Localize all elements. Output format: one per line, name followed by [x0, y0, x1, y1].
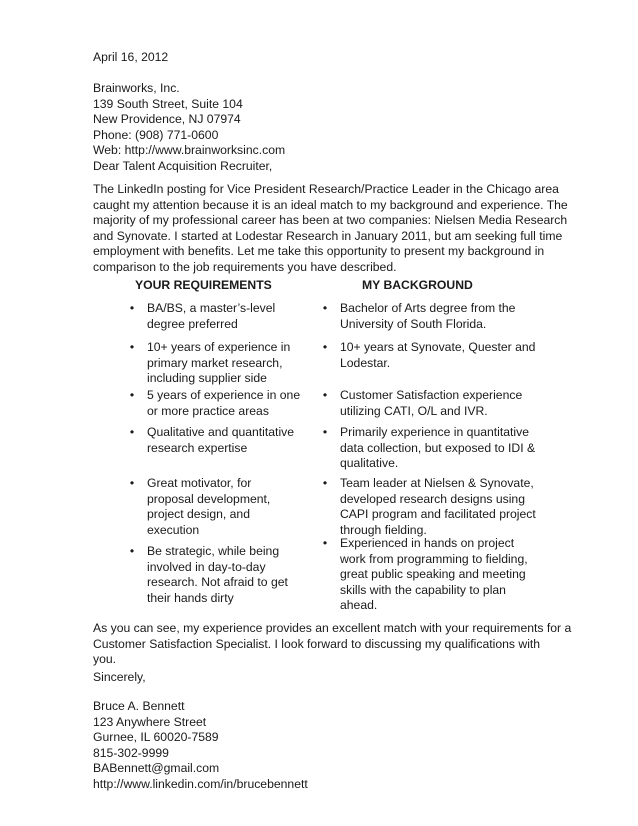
intro-line: employment with benefits. Let me take this opportunity to present my background in	[93, 244, 545, 258]
salutation: Dear Talent Acquisition Recruiter,	[93, 159, 273, 173]
background-line: University of South Florida.	[340, 316, 487, 331]
requirement-line: research expertise	[147, 440, 248, 455]
background-line: Customer Satisfaction experience	[340, 388, 523, 402]
bullet-icon: •	[129, 388, 135, 402]
background-line: 10+ years at Synovate, Quester and	[340, 340, 536, 354]
requirement-line: their hands dirty	[147, 590, 234, 605]
bullet-icon: •	[129, 544, 135, 558]
background-text	[340, 388, 522, 419]
requirement-line: involved in day-to-day	[147, 559, 266, 574]
requirement-line: research. Not afraid to get	[147, 575, 288, 589]
sender-street: 123 Anywhere Street	[93, 714, 207, 729]
background-text	[340, 476, 536, 538]
background-line: data collection, but exposed to IDI &	[340, 440, 536, 455]
background-line: developed research designs using	[340, 491, 525, 506]
requirement-line: project design, and	[147, 507, 250, 521]
background-text	[340, 301, 515, 332]
recipient-street: 139 South Street, Suite 104	[93, 96, 243, 111]
recipient-company: Brainworks, Inc.	[93, 81, 180, 95]
closing-line: you.	[93, 652, 117, 666]
background-line: Team leader at Nielsen & Synovate,	[340, 476, 534, 490]
closing-paragraph	[93, 621, 572, 668]
signoff: Sincerely,	[93, 670, 146, 684]
background-line: work from programming to fielding,	[340, 551, 528, 566]
bullet-icon: •	[322, 536, 328, 550]
recipient-phone: Phone: (908) 771-0600	[93, 127, 219, 142]
requirement-line: execution	[147, 522, 200, 537]
recipient-web: Web: http://www.brainworksinc.com	[93, 143, 286, 157]
salutation-block	[93, 159, 563, 175]
requirement-line: degree preferred	[147, 316, 238, 331]
bullet-icon: •	[129, 301, 135, 315]
requirement-text	[147, 340, 290, 387]
background-column-header: MY BACKGROUND	[362, 278, 473, 292]
intro-line: and Synovate. I started at Lodestar Research in January 2011, but am seeking full time	[93, 228, 563, 243]
sender-linkedin: http://www.linkedin.com/in/brucebennett	[93, 776, 308, 791]
closing-line: As you can see, my experience provides an excellent match with your requirements for a	[93, 621, 572, 635]
intro-line: caught my attention because it is an ideal match to my background and experience. The	[93, 197, 568, 212]
bullet-icon: •	[129, 340, 135, 354]
bullet-icon: •	[322, 476, 328, 490]
background-text	[340, 340, 535, 371]
requirement-text	[147, 476, 270, 538]
background-line: ahead.	[340, 598, 378, 612]
background-line: skills with the capability to plan	[340, 582, 506, 597]
requirement-line: Qualitative and quantitative	[147, 425, 295, 439]
requirement-text	[147, 301, 275, 332]
requirement-text	[147, 388, 300, 419]
bullet-icon: •	[129, 425, 135, 439]
bullet-icon: •	[322, 340, 328, 354]
background-line: Experienced in hands on project	[340, 536, 515, 550]
letter-date: April 16, 2012	[93, 50, 169, 64]
requirement-text	[147, 425, 294, 456]
background-line: Primarily experience in quantitative	[340, 425, 529, 439]
background-line: Bachelor of Arts degree from the	[340, 301, 516, 315]
intro-paragraph	[93, 182, 568, 275]
requirement-text	[147, 544, 288, 606]
requirement-line: or more practice areas	[147, 403, 269, 418]
signoff-block	[93, 670, 563, 686]
background-text	[340, 425, 535, 472]
background-text	[340, 536, 528, 614]
sender-name: Bruce A. Bennett	[93, 699, 185, 713]
requirement-line: Great motivator, for	[147, 476, 252, 490]
background-line: great public speaking and meeting	[340, 567, 526, 581]
intro-line: majority of my professional career has been at two companies: Nielsen Media Research	[93, 213, 568, 227]
background-line: Lodestar.	[340, 355, 391, 370]
sender-contact	[93, 699, 563, 792]
requirement-line: 5 years of experience in one	[147, 388, 301, 402]
requirement-line: BA/BS, a master’s-level	[147, 301, 276, 315]
requirements-column-header: YOUR REQUIREMENTS	[135, 278, 272, 292]
requirement-line: 10+ years of experience in	[147, 340, 291, 354]
requirement-line: primary market research,	[147, 355, 283, 370]
requirement-line: Be strategic, while being	[147, 544, 280, 558]
background-line: CAPI program and facilitated project	[340, 507, 536, 521]
background-line: through fielding.	[340, 522, 427, 537]
intro-line: comparison to the job requirements you have described.	[93, 259, 397, 274]
background-line: utilizing CATI, O/L and IVR.	[340, 403, 488, 418]
sender-email: BABennett@gmail.com	[93, 761, 220, 775]
bullet-icon: •	[322, 301, 328, 315]
closing-line: Customer Satisfaction Specialist. I look forward to discussing my qualifications with	[93, 636, 541, 651]
bullet-icon: •	[322, 388, 328, 402]
background-line: qualitative.	[340, 456, 399, 470]
recipient-address	[93, 81, 563, 159]
intro-line: The LinkedIn posting for Vice President Research/Practice Leader in the Chicago area	[93, 182, 559, 196]
sender-phone: 815-302-9999	[93, 745, 169, 760]
letter-date-block	[93, 50, 563, 66]
bullet-icon: •	[322, 425, 328, 439]
requirement-line: proposal development,	[147, 491, 271, 506]
recipient-city: New Providence, NJ 07974	[93, 112, 241, 126]
sender-city: Gurnee, IL 60020-7589	[93, 730, 219, 744]
bullet-icon: •	[129, 476, 135, 490]
requirement-line: including supplier side	[147, 371, 267, 385]
